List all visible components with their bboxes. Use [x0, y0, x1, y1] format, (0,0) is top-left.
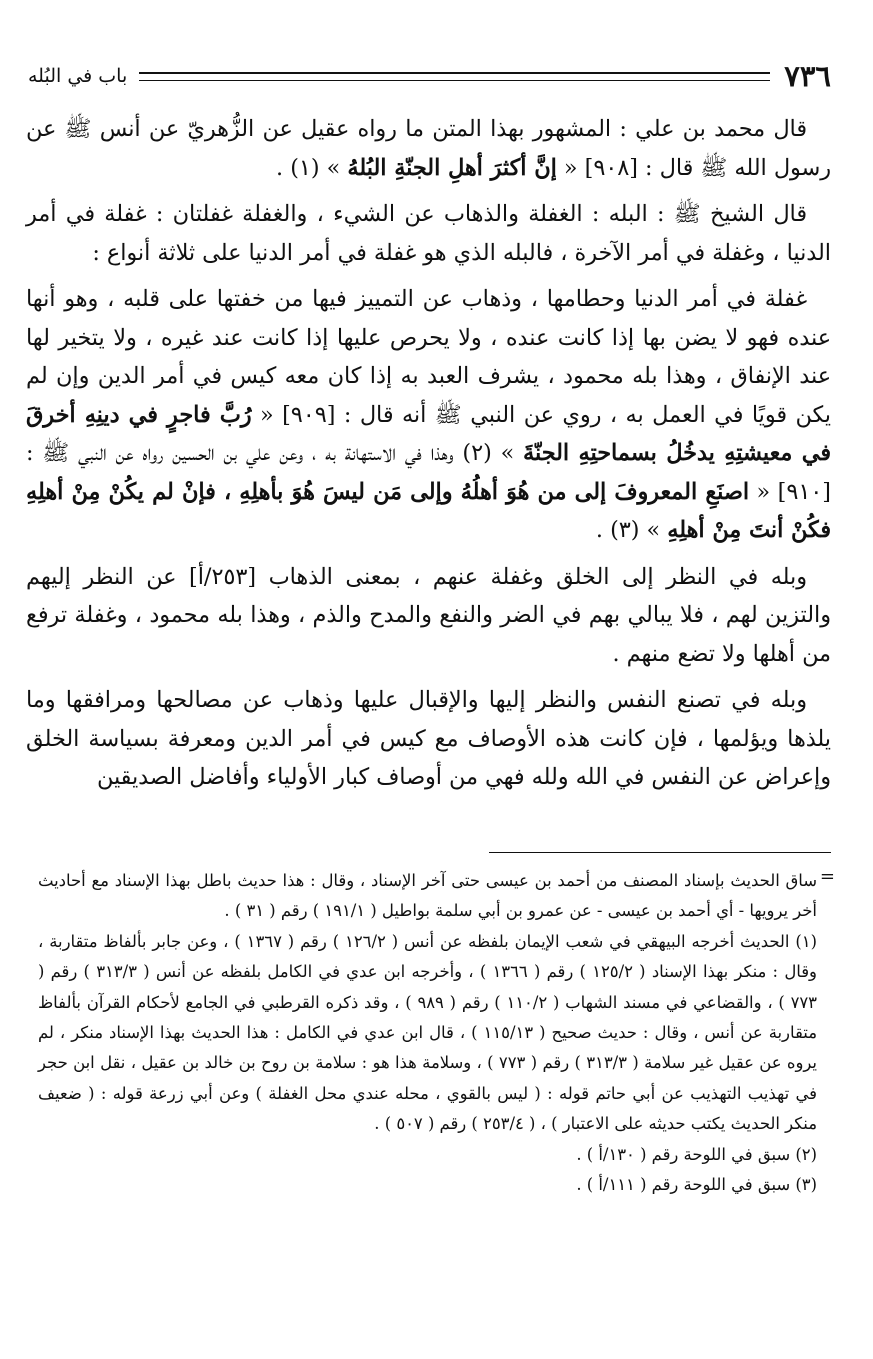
footnote-continued: ساق الحديث بإسناد المصنف من أحمد بن عيسى حتى آخر الإسناد ، وقال : هذا حديث باطل بهذا الإسناد مع أحاديث أخر يرويها - أي أحمد بن عيسى - عن عمرو بن أبي سلمة بواطيل ( ١٩١/١ ) رقم ( ٣١ ) .	[38, 871, 817, 921]
header-rule	[139, 72, 770, 81]
paragraph-5: وبله في تصنع النفس والنظر إليها والإقبال عليها وذهاب عن مصالحها ومرافقها وما يلذها ويؤلمها ، فإن كانت هذه الأوصاف مع كيس في أمر الدين ومعرفة بسياسة الخلق وإعراض عن النفس في الله ولله فهي من أوصاف كبار الأولياء وأفاضل الصديقين	[26, 687, 831, 790]
paragraph-2: قال الشيخ ﷺ : البله : الغفلة والذهاب عن الشيء ، والغفلة غفلتان : غفلة في أمر الدنيا ، وغفلة في أمر الآخرة ، فالبله الذي هو غفلة في أمر الدنيا على ثلاثة أنواع :	[26, 201, 831, 266]
footnote-separator	[489, 852, 831, 853]
paragraph-3-text-b: » (٢) وهذا في الاستهانة به ، وعن علي بن الحسين رواه عن النبي ﷺ : [٩١٠] «	[26, 440, 831, 505]
paragraph-1	[26, 110, 831, 187]
footnote-1: (١) الحديث أخرجه البيهقي في شعب الإيمان بلفظه عن أنس ( ١٢٦/٢ ) رقم ( ١٣٦٧ ) ، وعن جابر بألفاظ متقاربة ، وقال : منكر بهذا الإسناد ( ١٢٥/٢ ) رقم ( ١٣٦٦ ) ، وأخرجه ابن عدي في الكامل بلفظه عن أنس ( ٣١٣/٣ ) رقم ( ٧٧٣ ) ، والقضاعي في مسند الشهاب ( ١١٠/٢ ) رقم ( ٩٨٩ ) ، وقد ذكره القرطبي في الجامع لأحكام القرآن بألفاظ متقاربة عن أنس ، وقال : حديث صحيح ( ١١٥/١٣ ) ، قال ابن عدي في الكامل : هذا الحديث بهذا الإسناد منكر ، لم يروه عن عقيل غير سلامة ( ٣١٣/٣ ) رقم ( ٧٧٣ ) ، وسلامة هذا هو : سلامة بن روح بن خالد بن عقيل ، نقل ابن حجر في تهذيب التهذيب عن أبي حاتم قوله : ( ليس بالقوي ، محله عندي محل الغفلة ) وعن أبي زرعة قوله : ( ضعيف منكر الحديث يكتب حديثه على الاعتبار ) ، ( ٢٥٣/٤ ) رقم ( ٥٠٧ ) .	[38, 931, 817, 1134]
hadith-908: إنَّ أكثرَ أهلِ الجنّةِ البُلهُ	[347, 154, 557, 181]
paragraph-1-text-b: » (١) .	[276, 154, 348, 181]
paragraph-3	[26, 280, 831, 550]
hadith-910: اصنَعِ المعروفَ إلى من هُوَ أهلُهُ وإلى مَن ليسَ هُوَ بأهلِهِ ، فإنْ لم يكُنْ مِنْ أهلِهِ فكُنْ أنتَ مِنْ أهلِهِ	[26, 478, 831, 543]
paragraph-3-text-c: » (٣) .	[595, 517, 668, 543]
footnote-2: (٢) سبق في اللوحة رقم ( ١٣٠/أ ) .	[576, 1144, 817, 1164]
hadith-909: رُبَّ فاجرٍ في دينِهِ أخرقَ في معيشتِهِ يدخُلُ بسماحتِهِ الجنّةَ	[26, 401, 831, 466]
main-text	[26, 110, 831, 805]
paragraph-4: وبله في النظر إلى الخلق وغفلة عنهم ، بمعنى الذهاب [٢٥٣/أ] عن النظر إليهم والتزين لهم ، فلا يبالي بهم في الضر والنفع والمدح والذم ، وهذا بله محمود ، وغفلة ترفع من أهلها ولا تضع منهم .	[26, 563, 831, 667]
page-number: ٧٣٦	[784, 59, 831, 93]
paragraph-1-text-a: قال محمد بن علي : المشهور بهذا المتن ما رواه عقيل عن الزُّهريّ عن أنس ﷺ عن رسول الله ﷺ قال : [٩٠٨] «	[26, 116, 831, 181]
paragraph-3-text-a: غفلة في أمر الدنيا وحطامها ، وذهاب عن التمييز فيها من خفتها على قلبه ، وهو أنها عنده فهو لا يضن بها إذا كانت عنده ، ولا يحرص عليها إذا كانت عند غيره ، ولا يتخير لها عند الإنفاق ، وهذا بله محمود ، يشرف العبد به إذا كان معه كيس في أمر الدين وإن لم يكن قويًا في العمل به ، روي عن النبي ﷺ أنه قال : [٩٠٩] «	[26, 286, 831, 428]
footnotes	[38, 866, 835, 1200]
page-header	[28, 56, 831, 96]
running-title: باب في البُله	[28, 65, 128, 87]
footnote-3: (٣) سبق في اللوحة رقم ( ١١١/أ ) .	[576, 1175, 817, 1195]
footnote-continuation-mark: =	[819, 866, 835, 887]
